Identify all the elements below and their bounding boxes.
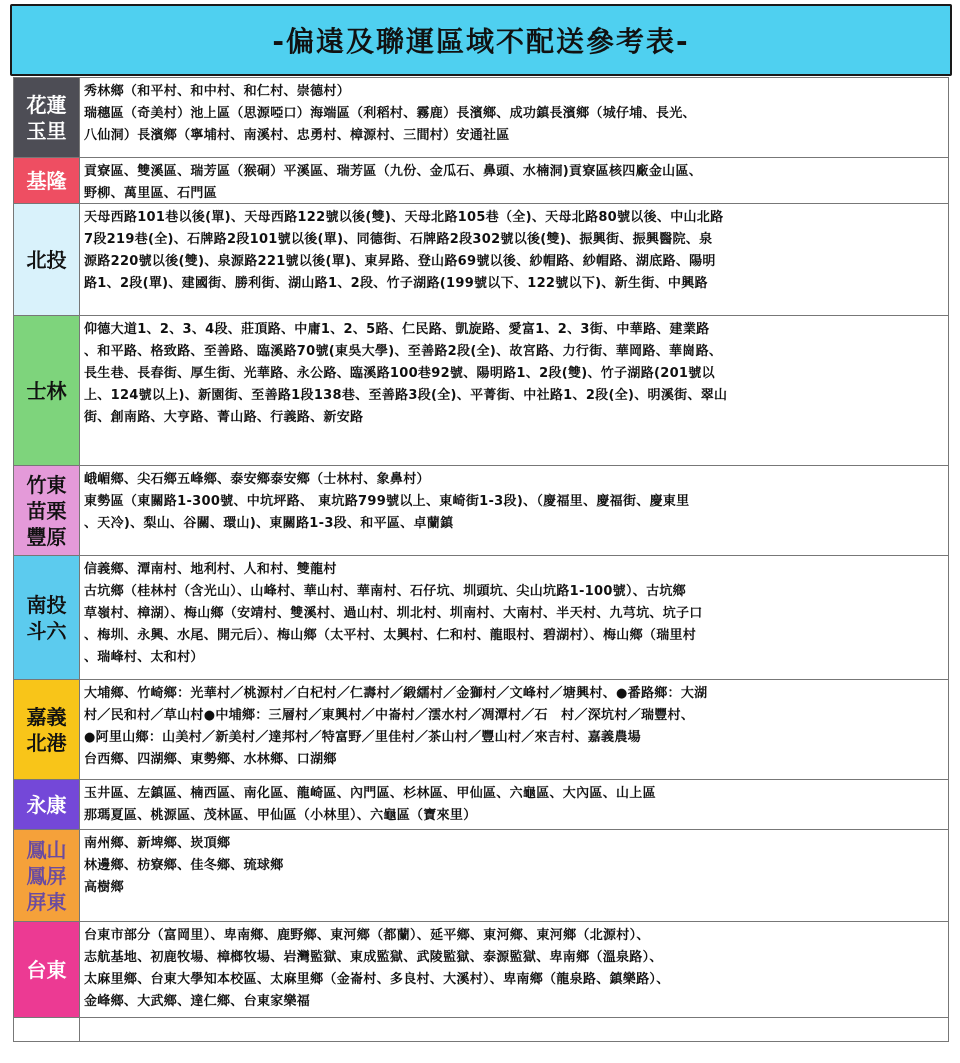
area-line: 八仙洞）長濱鄉（寧埔村、南溪村、忠勇村、樟源村、三間村）安通社區 [84,128,510,143]
region-name-line: 屏東 [26,889,67,914]
empty-footer-cell [14,1018,80,1041]
region-row [14,204,948,316]
area-line: 上、124號以上)、新園街、至善路1段138巷、至善路3段(全)、平菁街、中社路1、2段(全)、明溪街、翠山 [84,388,728,403]
area-line: 太麻里鄉、台東大學知本校區、太麻里鄉（金崙村、多良村、大溪村）、卑南鄉（龍泉路、鎮樂路）、 [84,972,670,987]
area-line: 源路220號以後(雙)、泉源路221號以後(單)、東昇路、登山路69號以後、紗帽路、紗帽路、湖底路、陽明 [84,254,716,269]
region-label [14,316,80,465]
region-label [14,466,80,555]
region-label [14,922,80,1017]
region-row [14,922,948,1018]
region-name-line: 竹東 [26,472,67,497]
region-row [14,78,948,158]
region-areas [84,81,942,147]
area-line: 東勢區（東關路1-300號、中坑坪路、 東坑路799號以上、東崎街1-3段)、（慶福里、慶福街、慶東里 [84,494,690,509]
region-areas [84,207,942,295]
page-title: -偏遠及聯運區域不配送參考表- [272,25,690,58]
area-line: 那瑪夏區、桃源區、茂林區、甲仙區（小林里）、六龜區（寶來里） [84,808,477,823]
area-line: 貢寮區、雙溪區、瑞芳區（猴硐）平溪區、瑞芳區（九份、金瓜石、鼻頭、水楠洞)貢寮區核四廠金山區、 [84,164,703,179]
region-name-line: 永康 [26,792,67,817]
area-line: 、梅圳、永興、水尾、開元后）、梅山鄉（太平村、太興村、仁和村、龍眼村、碧湖村）、梅山鄉（瑞里村 [84,628,697,643]
region-row [14,830,948,922]
area-line: 、瑞峰村、太和村） [84,650,204,665]
area-line: 南州鄉、新埤鄉、崁頂鄉 [84,836,231,851]
area-line: 長生巷、長春街、厚生街、光華路、永公路、臨溪路100巷92號、陽明路1、2段(雙)、竹子湖路(201號以 [84,366,715,381]
title-banner [10,4,952,76]
region-name-line: 北投 [26,247,67,272]
region-areas [84,683,942,771]
area-line: 大埔鄉、竹崎鄉：光華村／桃源村／白杞村／仁壽村／緞繻村／金獅村／文峰村／塘興村、●番路鄉：大湖 [84,686,708,701]
area-line: 信義鄉、潭南村、地利村、人和村、雙龍村 [84,562,337,577]
region-label [14,158,80,203]
region-name-line: 南投 [26,592,67,617]
delivery-table [13,77,949,1042]
area-line: 瑞穗區（奇美村）池上區（思源啞口）海端區（利稻村、霧鹿）長濱鄉、成功鎮長濱鄉（城仔埔、長光、 [84,106,696,121]
region-label [14,204,80,315]
region-name-line: 士林 [26,378,67,403]
region-row [14,680,948,780]
area-line: 玉井區、左鎮區、楠西區、南化區、龍崎區、內門區、杉林區、甲仙區、六龜區、大內區、山上區 [84,786,656,801]
region-label [14,556,80,679]
area-line: 草嶺村、樟湖）、梅山鄉（安靖村、雙溪村、過山村、圳北村、圳南村、大南村、半天村、九芎坑、坑子口 [84,606,703,621]
area-line: 、天冷)、梨山、谷關、環山)、東關路1-3段、和平區、卓蘭鎮 [84,516,454,531]
area-line: 志航基地、初鹿牧場、樟榔牧場、岩灣監獄、東成監獄、武陵監獄、泰源監獄、卑南鄉（溫泉路）、 [84,950,663,965]
region-areas [84,559,942,669]
area-line: 路1、2段(單)、建國街、勝利街、湖山路1、2段、竹子湖路(199號以下、122號以下)、新生街、中興路 [84,276,708,291]
region-areas [84,833,942,899]
region-row [14,316,948,466]
region-name-line: 玉里 [26,118,67,143]
region-name-line: 豐原 [26,524,67,549]
region-row [14,466,948,556]
area-line: 林邊鄉、枋寮鄉、佳冬鄉、琉球鄉 [84,858,284,873]
area-line: 金峰鄉、大武鄉、達仁鄉、台東家樂福 [84,994,311,1009]
region-label [14,830,80,921]
area-line: 秀林鄉（和平村、和中村、和仁村、崇德村） [84,84,351,99]
region-name-line: 苗栗 [26,498,67,523]
area-line: 村／民和村／草山村●中埔鄉：三層村／東興村／中崙村／澐水村／凋潭村／石 村／深坑村／瑞豐村、 [84,708,695,723]
area-line: 台西鄉、四湖鄉、東勢鄉、水林鄉、口湖鄉 [84,752,337,767]
area-line: 高樹鄉 [84,880,124,895]
region-areas [84,783,942,827]
area-line: 、和平路、格致路、至善路、臨溪路70號(東吳大學)、至善路2段(全)、故宮路、力行街、華岡路、華崗路、 [84,344,723,359]
area-line: ●阿里山鄉：山美村／新美村／達邦村／特富野／里佳村／茶山村／豐山村／來吉村、嘉義農場 [84,730,641,745]
region-label [14,680,80,779]
region-row [14,158,948,204]
region-name-line: 鳳屏 [26,863,67,888]
region-row [14,780,948,830]
area-line: 古坑鄉（桂林村（含光山）、山峰村、華山村、華南村、石仔坑、圳頭坑、尖山坑路1-100號）、古坑鄉 [84,584,686,599]
area-line: 台東市部分（富岡里）、卑南鄉、鹿野鄉、東河鄉（都蘭）、延平鄉、東河鄉、東河鄉（北源村）、 [84,928,650,943]
region-label [14,78,80,157]
region-areas [84,925,942,1013]
region-areas [84,319,942,429]
region-areas [84,469,942,535]
region-label [14,780,80,829]
area-line: 7段219巷(全)、石牌路2段101號以後(單)、同德街、石牌路2段302號以後(雙)、振興街、振興醫院、泉 [84,232,713,247]
region-areas [84,161,942,205]
region-name-line: 基隆 [26,168,67,193]
area-line: 峨嵋鄉、尖石鄉五峰鄉、泰安鄉泰安鄉（士林村、象鼻村） [84,472,430,487]
region-row [14,556,948,680]
region-name-line: 台東 [26,957,67,982]
region-name-line: 鳳山 [26,837,67,862]
region-name-line: 花蓮 [26,92,67,117]
area-line: 天母西路101巷以後(單)、天母西路122號以後(雙)、天母北路105巷（全)、天母北路80號以後、中山北路 [84,210,724,225]
region-name-line: 嘉義 [26,704,67,729]
region-name-line: 北港 [26,730,67,755]
area-line: 街、創南路、大亨路、菁山路、行義路、新安路 [84,410,364,425]
region-name-line: 斗六 [26,618,67,643]
area-line: 仰德大道1、2、3、4段、莊頂路、中庸1、2、5路、仁民路、凱旋路、愛富1、2、3街、中華路、建業路 [84,322,710,337]
area-line: 野柳、萬里區、石門區 [84,186,218,201]
